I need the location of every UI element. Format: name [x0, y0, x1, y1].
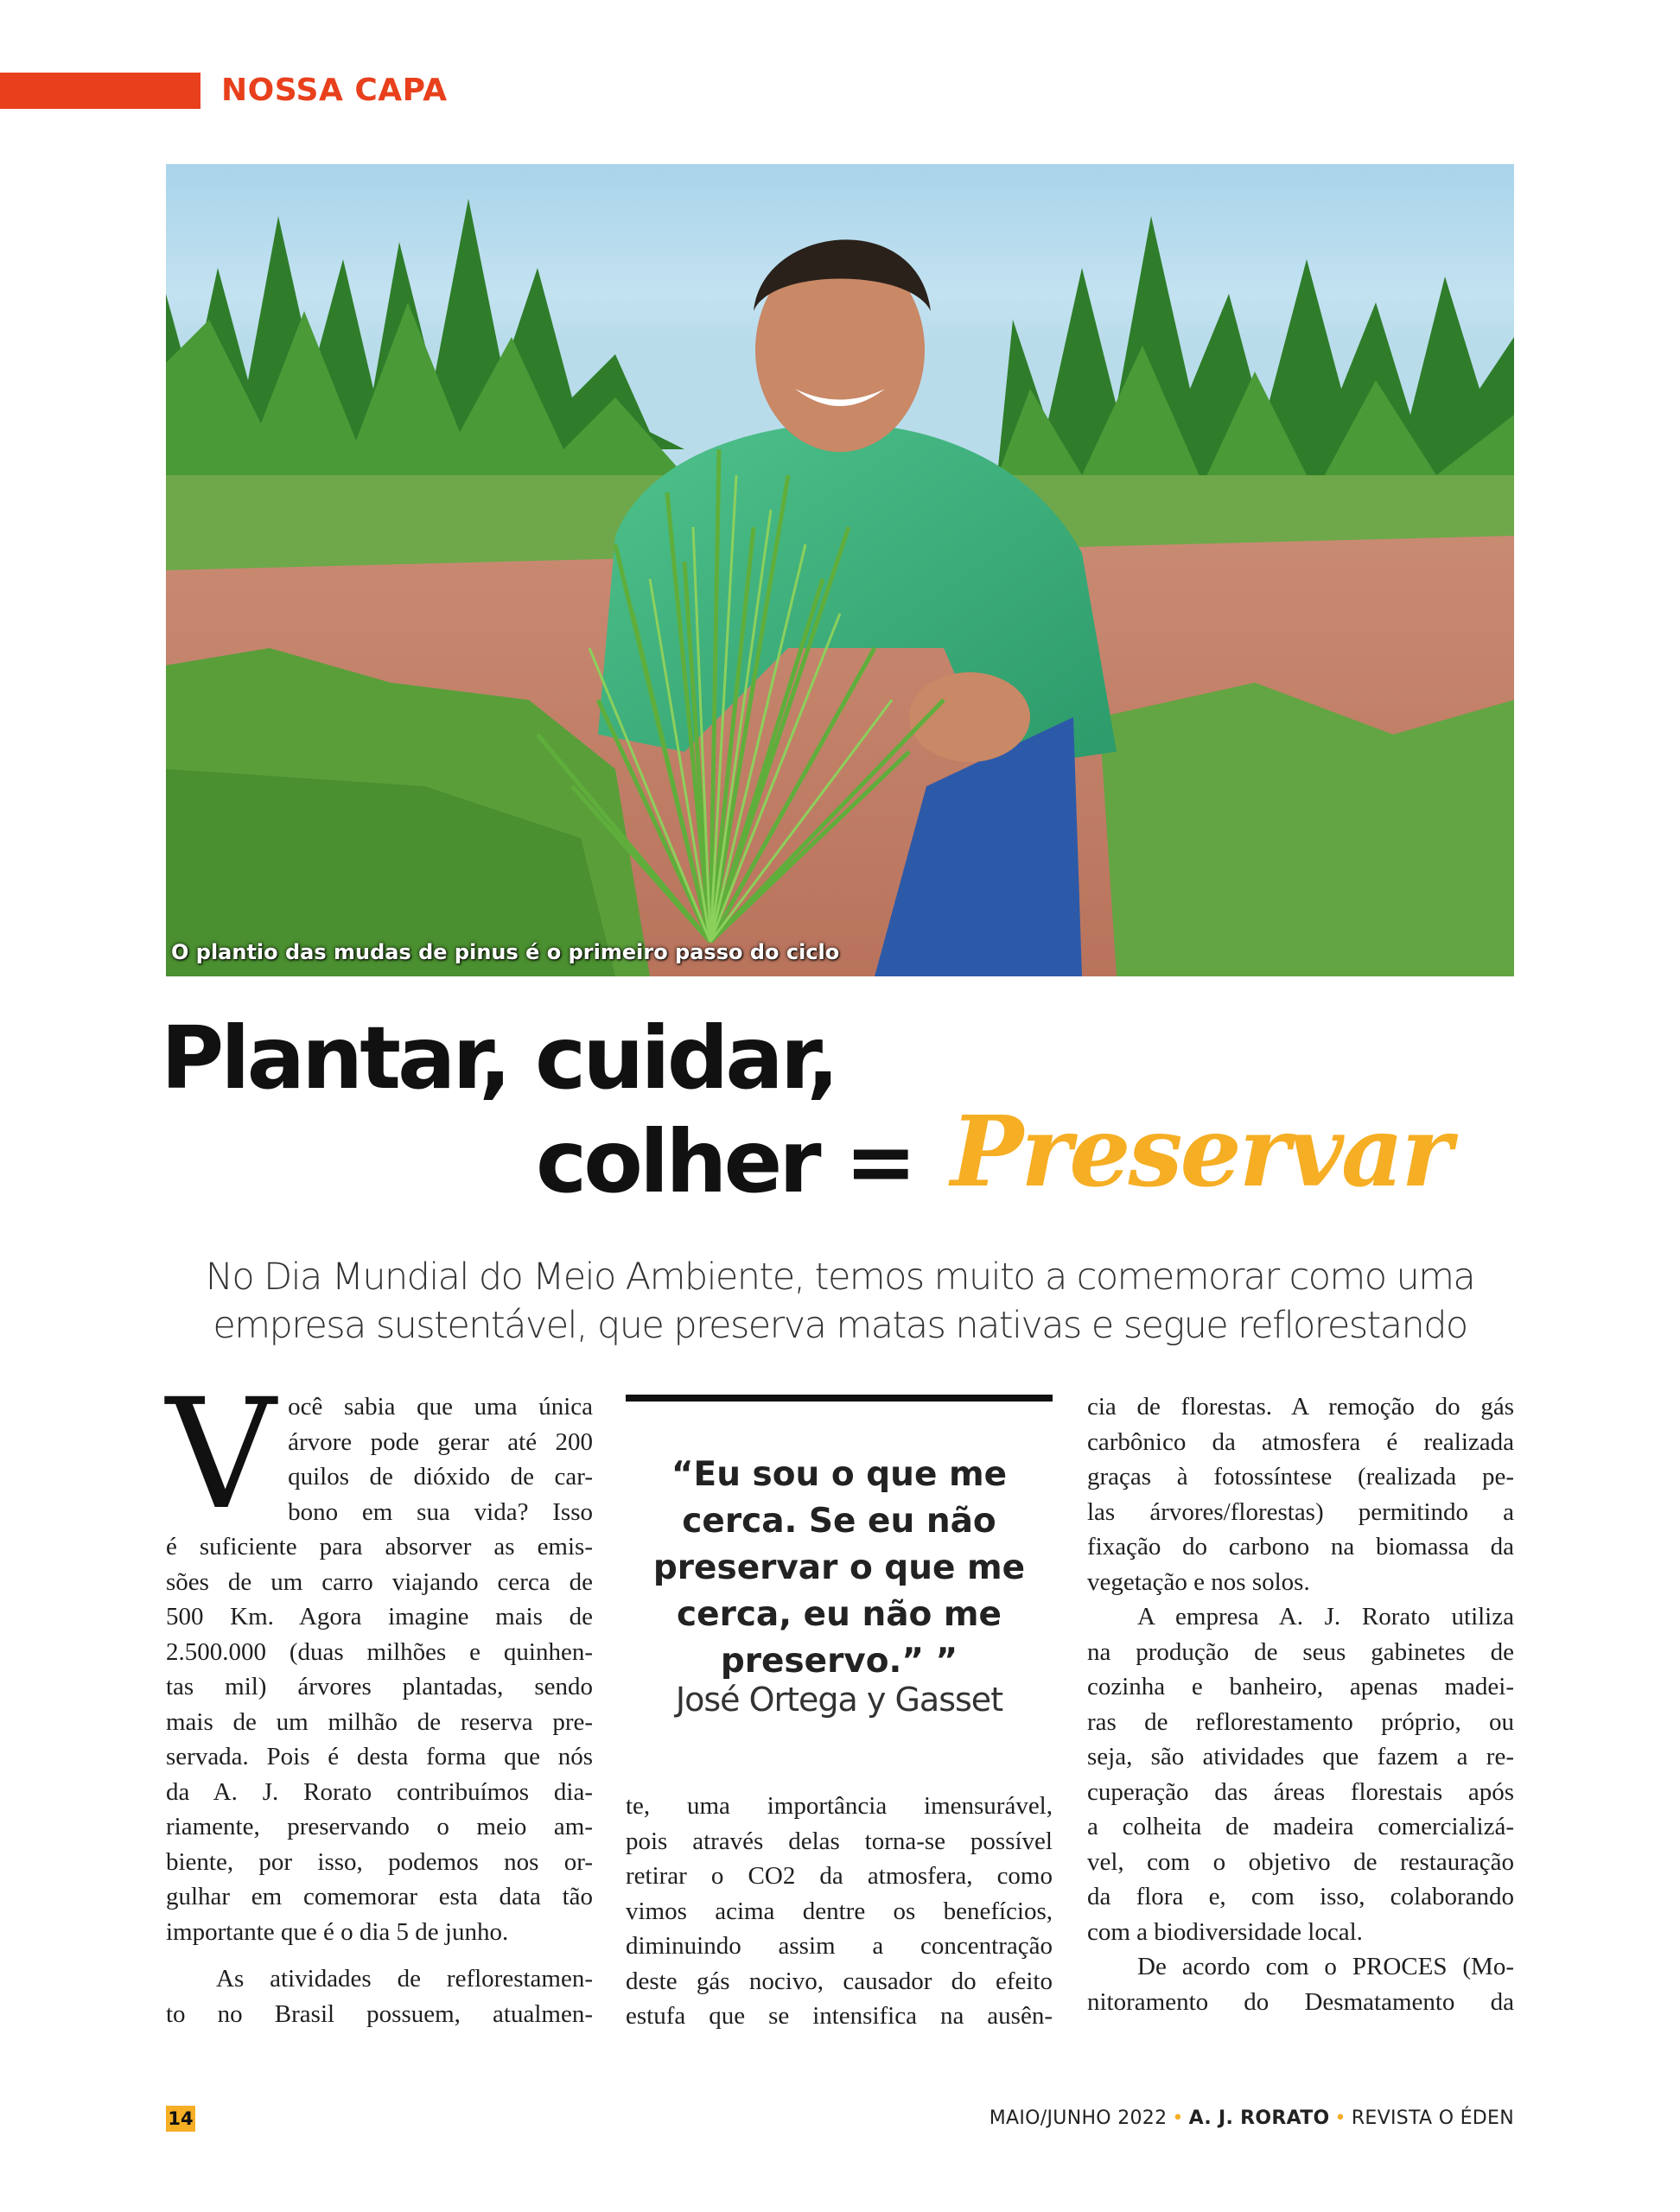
text-line: diminuindo assim a concentração	[626, 1932, 1053, 1960]
pullquote-text: “Eu sou o que me cerca. Se eu não preservar o que me cerca, eu não me preservo.” ”	[652, 1455, 1026, 1681]
text-line: De acordo com o PROCES (Mo-	[1137, 1953, 1514, 1980]
text-line: 2.500.000 (duas milhões e quinhen-	[166, 1637, 593, 1666]
page-number: 14	[166, 2106, 195, 2132]
text-line: carbônico da atmosfera é realizada	[1087, 1427, 1514, 1456]
pullquote-rule	[626, 1395, 1053, 1402]
text-line: riamente, preservando o meio am-	[166, 1813, 593, 1840]
text-line: importante que é o dia 5 de junho.	[166, 1917, 509, 1946]
text-line: da flora e, com isso, colaborando	[1087, 1883, 1514, 1910]
section-color-bar	[0, 73, 200, 109]
text-line: deste gás nocivo, causador do efeito	[626, 1967, 1053, 1995]
drop-cap: V	[166, 1366, 277, 1543]
text-line: cia de florestas. A remoção do gás	[1087, 1393, 1514, 1421]
footer-date: MAIO/JUNHO 2022	[989, 2107, 1168, 2129]
footer-magazine: REVISTA O ÉDEN	[1351, 2107, 1514, 2129]
text-line: to no Brasil possuem, atualmen-	[166, 1999, 593, 2028]
page-footer	[990, 2106, 1514, 2132]
bullet-separator-icon: •	[1172, 2107, 1184, 2129]
headline-line2: colher =	[536, 1111, 914, 1212]
text-line: As atividades de reflorestamen-	[216, 1965, 593, 1993]
deck-subtitle	[130, 1253, 1550, 1350]
text-line: biente, por isso, podemos nos or-	[166, 1847, 593, 1876]
text-line: te, uma importância imensurável,	[626, 1792, 1053, 1820]
article-column-2	[626, 1789, 1053, 2034]
deck-line: empresa sustentável, que preserva matas nativas e segue reflorestando	[213, 1304, 1467, 1347]
text-line: da A. J. Rorato contribuímos dia-	[166, 1777, 593, 1806]
text-line: las árvores/florestas) permitindo a	[1087, 1497, 1514, 1526]
text-line: árvore pode gerar até 200	[288, 1427, 593, 1456]
deck-line: No Dia Mundial do Meio Ambiente, temos muito a comemorar como uma	[205, 1255, 1475, 1299]
footer-brand: A. J. RORATO	[1188, 2107, 1330, 2129]
text-line: ocê sabia que uma única	[288, 1393, 593, 1421]
text-line: pois através delas torna-se possível	[626, 1827, 1053, 1855]
text-line: na produção de seus gabinetes de	[1087, 1637, 1514, 1666]
text-line: servada. Pois é desta forma que nós	[166, 1743, 593, 1770]
text-line: vegetação e nos solos.	[1087, 1567, 1310, 1596]
text-line: fixação do carbono na biomassa da	[1087, 1533, 1514, 1560]
article-column-1	[166, 1366, 593, 2031]
photo-caption: O plantio das mudas de pinus é o primeiro passo do ciclo	[171, 940, 840, 964]
text-line: com a biodiversidade local.	[1087, 1917, 1363, 1946]
text-line: estufa que se intensifica na ausên-	[626, 2002, 1053, 2030]
headline-line1: Plantar, cuidar,	[161, 1007, 837, 1109]
text-line: tas mil) árvores plantadas, sendo	[166, 1673, 593, 1700]
text-line: é suficiente para absorver as emis-	[166, 1533, 593, 1560]
text-line: ras de reflorestamento próprio, ou	[1087, 1707, 1514, 1736]
text-line: cozinha e banheiro, apenas madei-	[1087, 1673, 1514, 1700]
text-line: 500 Km. Agora imagine mais de	[166, 1603, 593, 1630]
headline-script-word: Preservar	[951, 1096, 1450, 1209]
section-label: NOSSA CAPA	[221, 73, 448, 108]
text-line: graças à fotossíntese (realizada pe-	[1087, 1463, 1514, 1491]
text-line: a colheita de madeira comercializá-	[1087, 1813, 1514, 1840]
bullet-separator-icon: •	[1334, 2107, 1346, 2129]
photo-illustration	[166, 164, 1514, 976]
text-line: seja, são atividades que fazem a re-	[1087, 1743, 1514, 1770]
article-column-3	[1087, 1389, 1514, 2019]
text-line: mais de um milhão de reserva pre-	[166, 1707, 593, 1736]
text-line: vel, com o objetivo de restauração	[1087, 1847, 1514, 1876]
text-line: gulhar em comemorar esta data tão	[166, 1883, 593, 1910]
text-line: nitoramento do Desmatamento da	[1087, 1987, 1514, 2016]
text-line: quilos de dióxido de car-	[288, 1463, 593, 1491]
cover-photo	[166, 164, 1514, 976]
text-line: vimos acima dentre os benefícios,	[626, 1897, 1053, 1925]
pullquote-author: José Ortega y Gasset	[675, 1681, 1003, 1719]
text-line: retirar o CO2 da atmosfera, como	[626, 1862, 1053, 1890]
text-line: cuperação das áreas florestais após	[1087, 1777, 1514, 1806]
text-line: bono em sua vida? Isso	[288, 1497, 593, 1526]
text-line: A empresa A. J. Rorato utiliza	[1137, 1603, 1514, 1630]
text-line: sões de um carro viajando cerca de	[166, 1567, 593, 1596]
